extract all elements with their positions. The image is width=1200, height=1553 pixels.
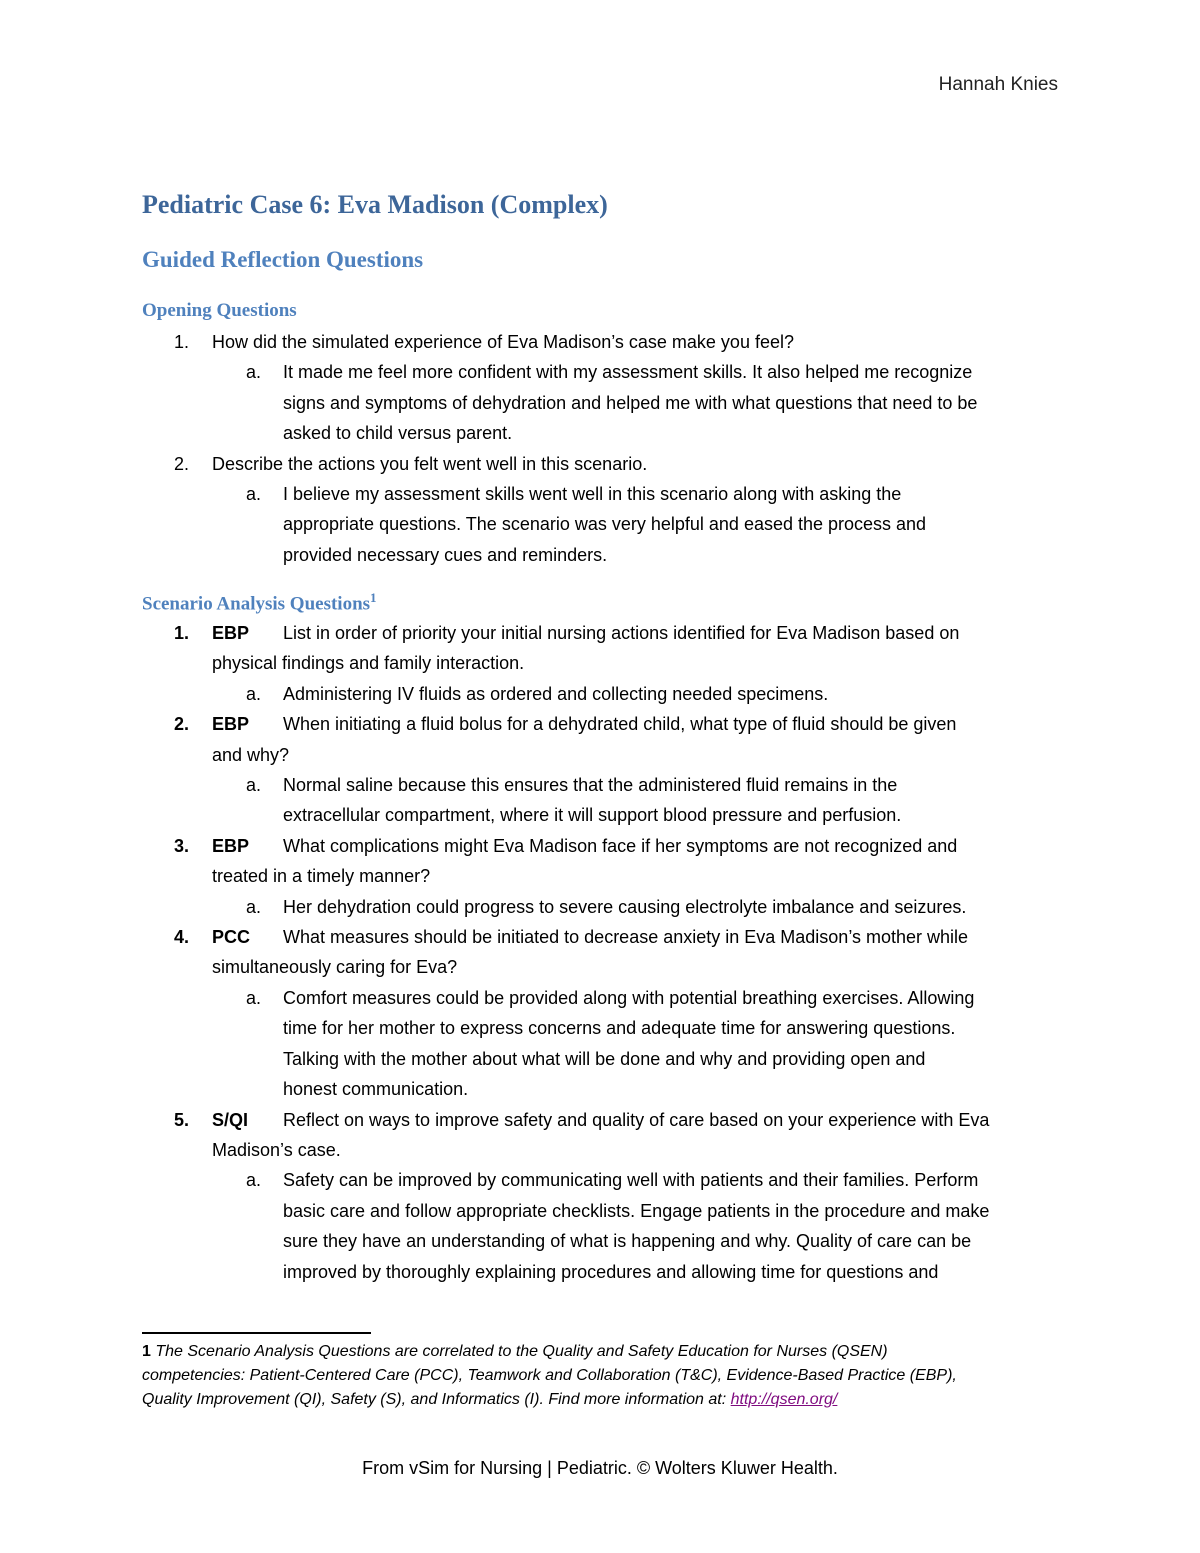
heading-text: Scenario Analysis Questions xyxy=(142,593,371,615)
answer-line: signs and symptoms of dehydration and helped me with what questions that need to be xyxy=(283,392,978,413)
answer-line: provided necessary cues and reminders. xyxy=(283,544,608,565)
answer-line: I believe my assessment skills went well in this scenario along with asking the xyxy=(283,484,902,505)
opening-answer-2 xyxy=(142,479,1062,570)
answer-label: a. xyxy=(246,683,262,704)
opening-answer-1 xyxy=(142,357,1062,448)
analysis-question-5 xyxy=(142,1105,1062,1166)
answer-line: honest communication. xyxy=(283,1079,469,1100)
header-author: Hannah Knies xyxy=(938,74,1058,95)
analysis-answer-1 xyxy=(142,679,1062,709)
question-text: How did the simulated experience of Eva Madison’s case make you feel? xyxy=(212,332,794,352)
document-title: Pediatric Case 6: Eva Madison (Complex) xyxy=(142,190,608,219)
question-number: 4. xyxy=(174,927,190,948)
question-number: 5. xyxy=(174,1109,190,1130)
answer-line: asked to child versus parent. xyxy=(283,423,513,444)
page-footer: From vSim for Nursing | Pediatric. © Wolters Kluwer Health. xyxy=(362,1458,838,1478)
answer-line: appropriate questions. The scenario was very helpful and eased the process and xyxy=(283,514,927,535)
competency-tag: PCC xyxy=(212,927,251,948)
analysis-answer-2 xyxy=(142,770,1062,831)
footnote-ref: 1 xyxy=(370,590,377,605)
analysis-answer-5 xyxy=(142,1165,1062,1287)
qsen-link[interactable]: http://qsen.org/ xyxy=(730,1391,838,1408)
answer-label: a. xyxy=(246,896,262,917)
answer-label: a. xyxy=(246,775,262,796)
analysis-question-2 xyxy=(142,709,1062,770)
competency-tag: EBP xyxy=(212,835,250,856)
opening-question-2 xyxy=(142,449,1062,479)
analysis-question-4 xyxy=(142,922,1062,983)
question-line: and why? xyxy=(212,744,290,765)
answer-line: Safety can be improved by communicating well with patients and their families. Perform xyxy=(283,1170,979,1191)
question-text: Describe the actions you felt went well in this scenario. xyxy=(212,453,648,474)
footnote xyxy=(142,1340,1062,1412)
answer-line: Normal saline because this ensures that the administered fluid remains in the xyxy=(283,775,898,796)
heading-opening-questions: Opening Questions xyxy=(142,300,297,321)
footnote-number: 1 xyxy=(142,1343,151,1360)
opening-questions-list xyxy=(142,327,1062,570)
answer-line: Her dehydration could progress to severe causing electrolyte imbalance and seizures. xyxy=(283,896,967,917)
question-line: What measures should be initiated to decrease anxiety in Eva Madison’s mother while xyxy=(283,927,969,948)
answer-label: a. xyxy=(246,1170,262,1191)
question-number: 2. xyxy=(174,714,190,735)
question-line: treated in a timely manner? xyxy=(212,866,431,887)
footnote-line: competencies: Patient-Centered Care (PCC), Teamwork and Collaboration (T&C), Evidence-Based Practice (EBP), xyxy=(142,1367,957,1384)
answer-label: a. xyxy=(246,484,262,505)
answer-line: time for her mother to express concerns and adequate time for answering questions. xyxy=(283,1018,956,1039)
competency-tag: S/QI xyxy=(212,1109,249,1130)
footnote-line xyxy=(142,1340,1062,1364)
question-line: List in order of priority your initial nursing actions identified for Eva Madison based on xyxy=(283,623,960,643)
answer-line: Administering IV fluids as ordered and collecting needed specimens. xyxy=(283,683,829,704)
heading-scenario-analysis xyxy=(142,590,377,615)
competency-tag: EBP xyxy=(212,714,250,735)
answer-line: basic care and follow appropriate checklists. Engage patients in the procedure and make xyxy=(283,1200,990,1221)
question-number: 1. xyxy=(174,623,190,643)
footnote-text: The Scenario Analysis Questions are correlated to the Quality and Safety Education for Nurses (QSEN) xyxy=(155,1343,888,1360)
opening-question-1 xyxy=(142,327,1062,357)
footnote-text: Quality Improvement (QI), Safety (S), and Informatics (I). Find more information at: xyxy=(142,1391,731,1408)
question-line: physical findings and family interaction. xyxy=(212,653,525,674)
competency-tag: EBP xyxy=(212,623,250,643)
answer-line: Talking with the mother about what will be done and why and providing open and xyxy=(283,1048,926,1069)
answer-line: Comfort measures could be provided along with potential breathing exercises. Allowing xyxy=(283,987,975,1008)
footnote-separator xyxy=(142,1332,371,1334)
question-line: Reflect on ways to improve safety and quality of care based on your experience with Eva xyxy=(283,1109,990,1130)
footnote-line xyxy=(142,1388,1062,1412)
section-heading-guided-reflection: Guided Reflection Questions xyxy=(142,247,424,272)
answer-line: improved by thoroughly explaining procedures and allowing time for questions and xyxy=(283,1261,939,1282)
question-number: 1. xyxy=(174,332,190,352)
analysis-answer-3 xyxy=(142,892,1062,922)
answer-line: sure they have an understanding of what is happening and why. Quality of care can be xyxy=(283,1231,972,1252)
question-number: 3. xyxy=(174,835,190,856)
analysis-answer-4 xyxy=(142,983,1062,1105)
analysis-question-1 xyxy=(142,618,1062,679)
answer-line: extracellular compartment, where it will support blood pressure and perfusion. xyxy=(283,805,902,826)
analysis-question-3 xyxy=(142,831,1062,892)
answer-label: a. xyxy=(246,362,262,383)
question-line: When initiating a fluid bolus for a dehydrated child, what type of fluid should be given xyxy=(283,714,957,735)
scenario-analysis-list xyxy=(142,618,1062,1287)
question-number: 2. xyxy=(174,453,190,474)
answer-line: It made me feel more confident with my assessment skills. It also helped me recognize xyxy=(283,362,973,383)
answer-label: a. xyxy=(246,987,262,1008)
question-line: simultaneously caring for Eva? xyxy=(212,957,458,978)
question-line: What complications might Eva Madison face if her symptoms are not recognized and xyxy=(283,835,958,856)
question-line: Madison’s case. xyxy=(212,1139,341,1160)
